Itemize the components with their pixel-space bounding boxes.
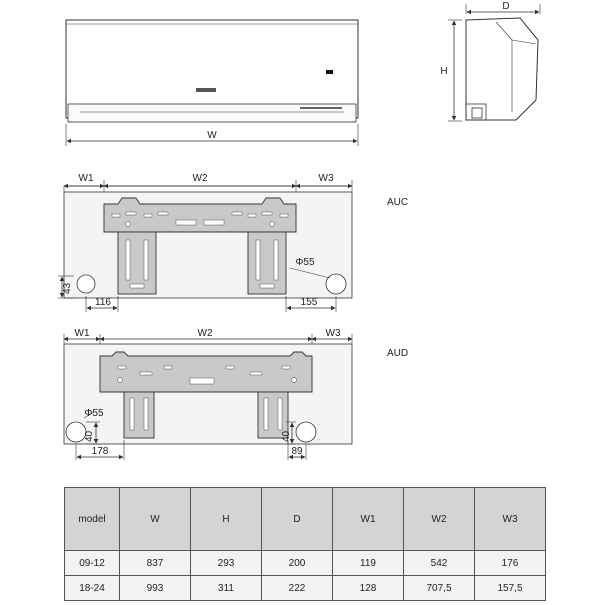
brand-logo (196, 88, 216, 92)
aud-left-offset-label: 178 (91, 446, 109, 457)
table-cell: 128 (333, 576, 404, 601)
aud-hole-diameter-label: Φ55 (84, 408, 104, 419)
table-header-cell: model (65, 488, 120, 551)
table-header-cell: W1 (333, 488, 404, 551)
table-header-row (65, 488, 546, 551)
side-view (440, 1, 540, 121)
width-label: W (207, 130, 217, 141)
table-cell: 18-24 (65, 576, 120, 601)
aud-left-height-label: 40 (84, 430, 95, 442)
depth-label: D (502, 1, 510, 12)
table-header-cell: W2 (404, 488, 475, 551)
auc-mounting-diagram (58, 173, 352, 312)
aud-mounting-diagram (64, 328, 352, 460)
table-row (65, 551, 546, 576)
auc-model-label: AUC (387, 197, 409, 208)
table-header-cell: D (262, 488, 333, 551)
aud-left-pipe-hole (66, 422, 86, 442)
aud-right-height-label: 40 (281, 430, 292, 442)
table-cell: 293 (191, 551, 262, 576)
auc-left-offset-label: 116 (95, 297, 111, 308)
aud-right-pipe-hole (296, 422, 316, 442)
auc-left-height-label: 43 (62, 282, 73, 294)
table-header-cell: W (120, 488, 191, 551)
aud-w1-label: W1 (74, 328, 90, 339)
display-window (326, 70, 333, 74)
aud-w3-label: W3 (325, 328, 341, 339)
table-cell: 176 (475, 551, 546, 576)
aud-w2-label: W2 (197, 328, 213, 339)
auc-right-offset-label: 155 (300, 297, 318, 308)
table-cell: 837 (120, 551, 191, 576)
table-cell: 09-12 (65, 551, 120, 576)
auc-hole-diameter-label: Φ55 (295, 257, 315, 268)
table-cell: 200 (262, 551, 333, 576)
front-view (66, 20, 358, 146)
auc-w1-label: W1 (78, 173, 94, 184)
table-header-cell: W3 (475, 488, 546, 551)
table-cell: 542 (404, 551, 475, 576)
height-label: H (440, 66, 448, 77)
table-cell: 222 (262, 576, 333, 601)
auc-w3-label: W3 (318, 173, 334, 184)
auc-left-pipe-hole (77, 275, 95, 293)
dimensions-table (64, 487, 546, 601)
table-cell: 119 (333, 551, 404, 576)
table-cell: 707,5 (404, 576, 475, 601)
table-header-cell: H (191, 488, 262, 551)
aud-right-offset-label: 89 (291, 446, 303, 457)
table-cell: 157,5 (475, 576, 546, 601)
table-cell: 311 (191, 576, 262, 601)
table-row (65, 576, 546, 601)
table-cell: 993 (120, 576, 191, 601)
aud-model-label: AUD (387, 348, 409, 359)
auc-w2-label: W2 (192, 173, 208, 184)
auc-right-pipe-hole (326, 274, 346, 294)
